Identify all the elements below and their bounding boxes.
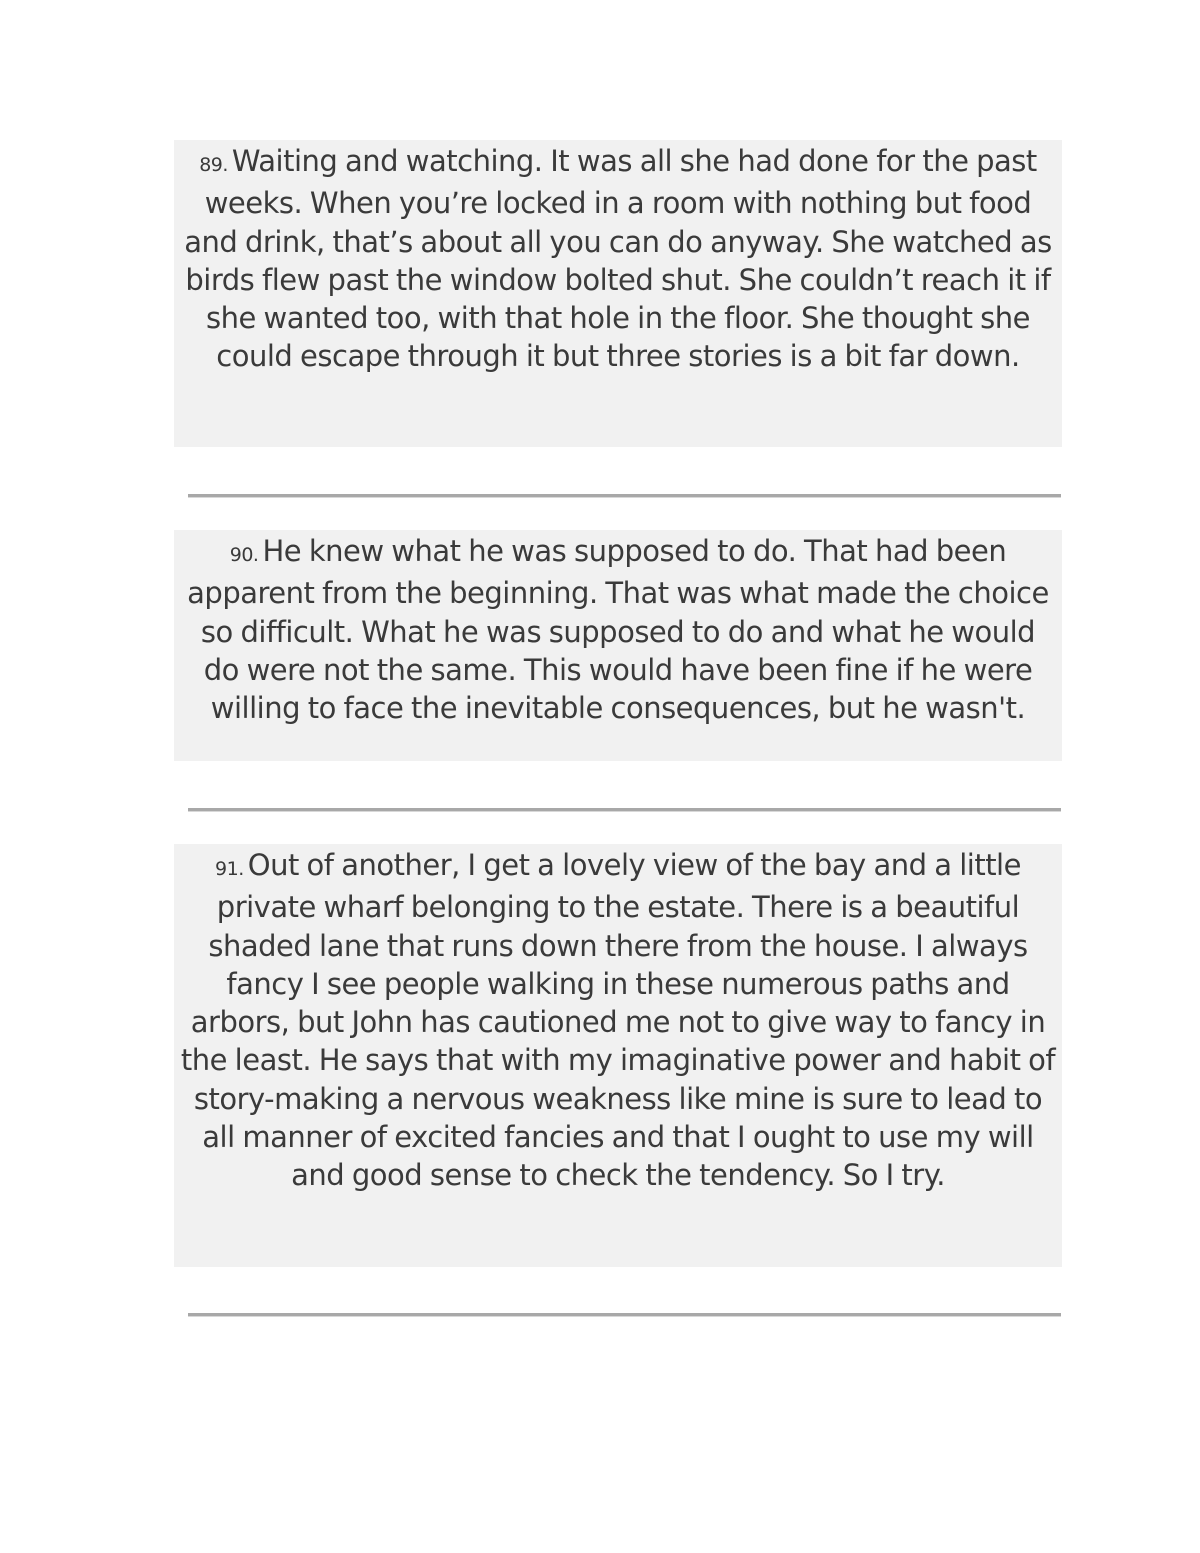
passage-91 [174, 844, 1062, 1267]
passage-number: 91. [215, 858, 244, 880]
passage-90 [174, 530, 1062, 761]
passage-number: 90. [229, 544, 259, 566]
passage-body: Waiting and watching. It was all she had done for the past weeks. When you’re locked in a room with nothing but food and drink, that’s about all you can do anyway. She watched as birds flew past the window bolted shut. She couldn’t reach it if she wanted too, with that hole in the floor. She thought she could escape through it but three stories is a bit far down. [184, 144, 1052, 374]
passage-text [180, 142, 1056, 376]
passage-body: He knew what he was supposed to do. That had been apparent from the beginning. That was what made the choice so difficult. What he was supposed to do and what he would do were not the same. This would have been fine if he were willing to face the inevitable consequences, but he wasn't. [187, 534, 1049, 726]
passage-text [180, 532, 1056, 727]
passage-body: Out of another, I get a lovely view of the bay and a little private wharf belonging to the estate. There is a beautiful shaded lane that runs down there from the house. I always fancy I see people walking in these numerous paths and arbors, but John has cautioned me not to give way to fancy in the least. He says that with my imaginative power and habit of story-making a nervous weakness like mine is sure to lead to all manner of excited fancies and that I ought to use my will and good sense to check the tendency. So I try. [180, 848, 1056, 1193]
passage-text [180, 846, 1056, 1195]
divider-line [188, 808, 1061, 812]
passage-89 [174, 140, 1062, 447]
passage-number: 89. [199, 154, 228, 176]
divider-line [188, 494, 1061, 498]
divider-line [188, 1313, 1061, 1317]
